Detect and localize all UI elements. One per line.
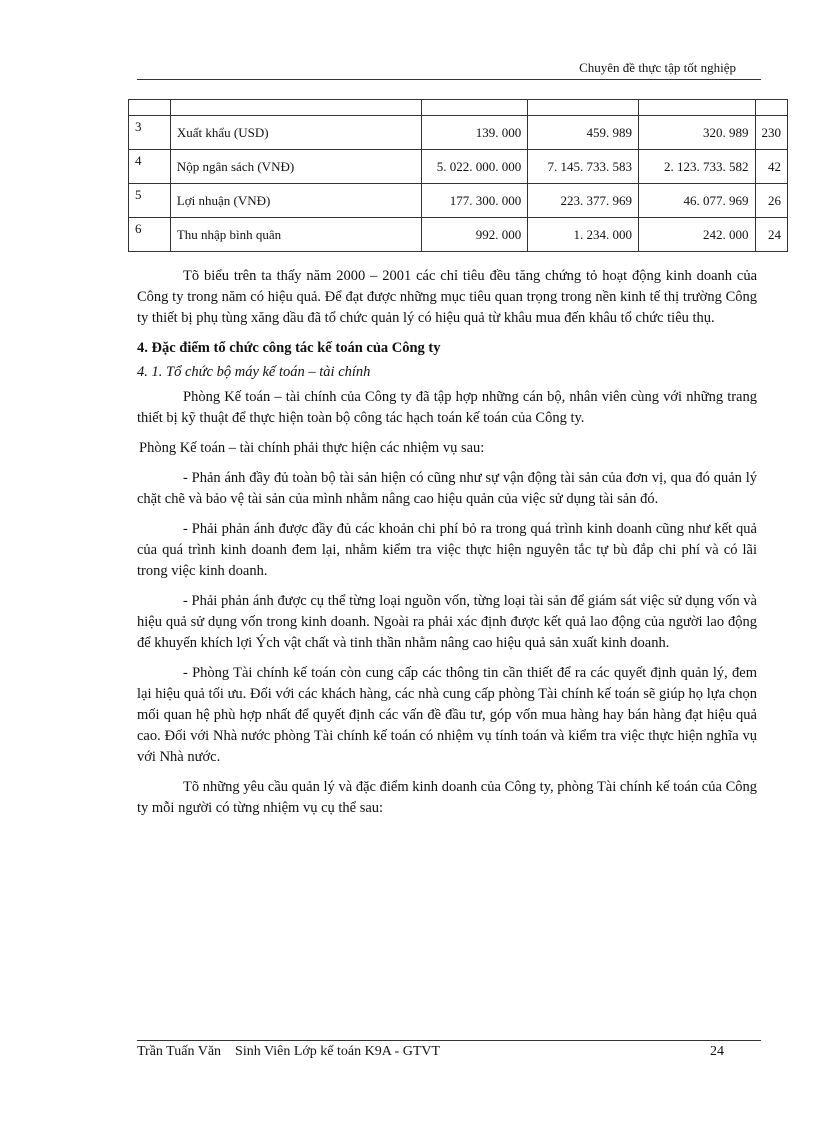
value-2001: 1. 234. 000 [528, 218, 639, 252]
value-percent: 42 [755, 150, 788, 184]
footer-author: Trần Tuấn Văn [137, 1044, 222, 1059]
value-2001: 459. 989 [528, 116, 639, 150]
value-2000: 139. 000 [421, 116, 528, 150]
footer-class: Sinh Viên Lớp kế toán K9A - GTVT [235, 1044, 441, 1059]
duty-item: - Phải phản ánh được cụ thể từng loại nguồn vốn, từng loại tài sản để giám sát việc sử dụng vốn và hiệu quả sử dụng vốn trong kinh doanh. Ngoài ra phải xác định được kết quả lao động của người lao động để khuyến khích lợi Ých vật chất và tinh thần nhằm nâng cao hiệu quả sản xuất kinh doanh. [137, 593, 757, 651]
row-label: Lợi nhuận (VNĐ) [170, 184, 421, 218]
paragraph-conclusion: Tõ những yêu cầu quản lý và đặc điểm kinh doanh của Công ty, phòng Tài chính kế toán của Công ty mỗi người có từng nhiệm vụ cụ thể sau: [137, 779, 757, 816]
footer-divider [137, 1040, 761, 1041]
row-number: 6 [129, 218, 171, 252]
header-divider [137, 79, 761, 80]
duty-item: - Phòng Tài chính kế toán còn cung cấp các thông tin cần thiết để ra các quyết định quản lý, đem lại hiệu quả tối ưu. Đối với các khách hàng, các nhà cung cấp phòng Tài chính kế toán sẽ giúp họ lựa chọn mối quan hệ phù hợp nhất để quyết định các vấn đề đầu tư, góp vốn mua hàng hay bán hàng đạt hiệu quả cao. Đối với Nhà nước phòng Tài chính kế toán có nhiệm vụ tính toán và kiểm tra việc thực hiện nghĩa vụ với Nhà nước. [137, 665, 757, 765]
value-difference: 2. 123. 733. 582 [639, 150, 755, 184]
duty-item: - Phản ánh đầy đủ toàn bộ tài sản hiện có cũng như sự vận động tài sản của đơn vị, qua đó quản lý chặt chẽ và bảo vệ tài sản của mình nhằm nâng cao hiệu quản của việc sử dụng tài sản đó. [137, 470, 757, 507]
row-number: 3 [129, 116, 171, 150]
table-row-continuation [129, 100, 788, 116]
value-percent: 24 [755, 218, 788, 252]
row-number: 4 [129, 150, 171, 184]
row-label: Xuất khẩu (USD) [170, 116, 421, 150]
page-header-title: Chuyên đề thực tập tốt nghiệp [579, 60, 736, 75]
subsection-heading: 4. 1. Tổ chức bộ máy kế toán – tài chính [137, 364, 371, 380]
document-body [137, 266, 757, 828]
paragraph-duties-lead: Phòng Kế toán – tài chính phải thực hiện các nhiệm vụ sau: [139, 440, 485, 456]
value-2000: 177. 300. 000 [421, 184, 528, 218]
value-2000: 992. 000 [421, 218, 528, 252]
value-2001: 223. 377. 969 [528, 184, 639, 218]
row-number: 5 [129, 184, 171, 218]
value-percent: 230 [755, 116, 788, 150]
section-heading: 4. Đặc điểm tổ chức công tác kế toán của Công ty [137, 340, 441, 356]
statistics-table [128, 99, 788, 252]
duty-item: - Phải phản ánh được đầy đủ các khoản chi phí bỏ ra trong quá trình kinh doanh cũng như kết quả của quá trình kinh doanh đem lại, nhằm kiểm tra việc thực hiện nguyên tắc tự bù đắp chi phí và có lãi trong việc kinh doanh. [137, 521, 757, 579]
value-difference: 320. 989 [639, 116, 755, 150]
page-number: 24 [710, 1044, 724, 1059]
row-label: Nộp ngân sách (VNĐ) [170, 150, 421, 184]
value-2001: 7. 145. 733. 583 [528, 150, 639, 184]
value-percent: 26 [755, 184, 788, 218]
paragraph-intro: Phòng Kế toán – tài chính của Công ty đã tập hợp những cán bộ, nhân viên cùng với những trang thiết bị kỹ thuật để thực hiện toàn bộ công tác hạch toán kế toán của Công ty. [137, 389, 757, 426]
table-row [129, 116, 788, 150]
table-row [129, 218, 788, 252]
table-row [129, 184, 788, 218]
value-difference: 242. 000 [639, 218, 755, 252]
row-label: Thu nhập bình quân [170, 218, 421, 252]
value-difference: 46. 077. 969 [639, 184, 755, 218]
table-row [129, 150, 788, 184]
value-2000: 5. 022. 000. 000 [421, 150, 528, 184]
footer-author-info [137, 1044, 440, 1060]
paragraph-summary: Tõ biểu trên ta thấy năm 2000 – 2001 các chỉ tiêu đều tăng chứng tỏ hoạt động kinh doanh của Công ty trong năm có hiệu quả. Để đạt được những mục tiêu quan trọng trong nền kinh tế thị trường Công ty thiết bị phụ tùng xăng dầu đã tổ chức quản lý có hiệu quả từ khâu mua đến khâu tổ chức tiêu thụ. [137, 268, 757, 326]
